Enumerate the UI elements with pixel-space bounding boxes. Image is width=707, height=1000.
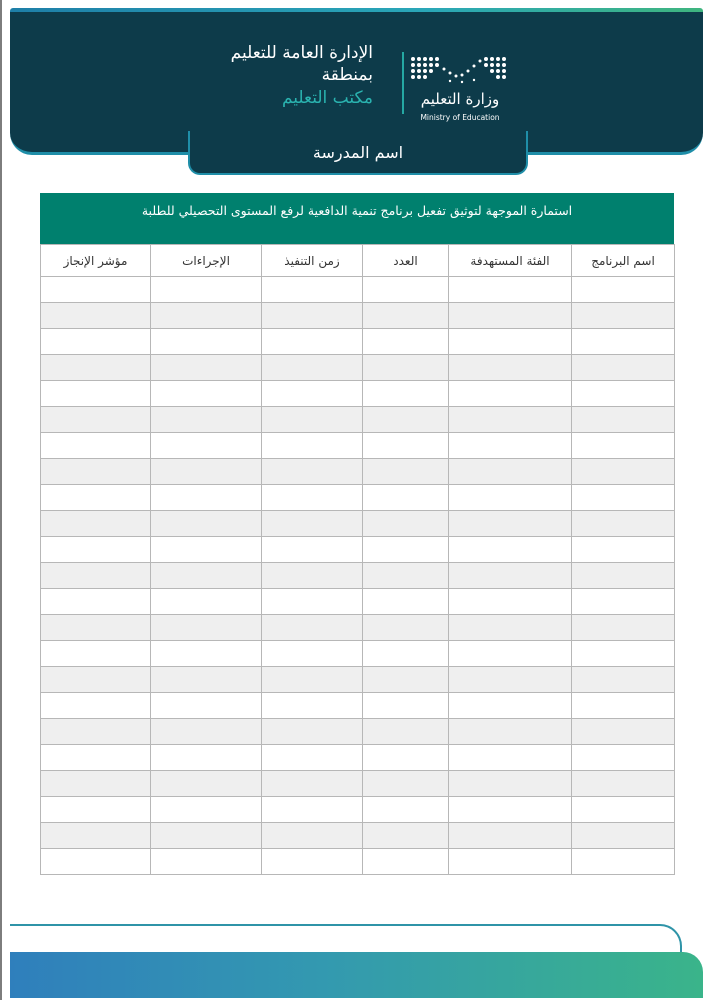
- column-header-execution-time: زمن التنفيذ: [262, 245, 363, 277]
- table-cell[interactable]: [363, 641, 449, 667]
- table-cell[interactable]: [363, 303, 449, 329]
- table-cell[interactable]: [41, 511, 151, 537]
- table-cell[interactable]: [449, 433, 572, 459]
- directorate-title: الإدارة العامة للتعليم: [230, 43, 373, 63]
- form-table-container: [40, 193, 674, 875]
- education-office-label: مكتب التعليم: [281, 88, 373, 108]
- table-cell[interactable]: [449, 849, 572, 875]
- table-cell[interactable]: [363, 563, 449, 589]
- table-cell[interactable]: [41, 485, 151, 511]
- table-cell[interactable]: [363, 615, 449, 641]
- table-cell[interactable]: [41, 459, 151, 485]
- table-cell[interactable]: [41, 355, 151, 381]
- table-cell[interactable]: [41, 407, 151, 433]
- column-header-procedures: الإجراءات: [151, 245, 262, 277]
- table-cell[interactable]: [262, 459, 363, 485]
- table-row: [41, 745, 675, 771]
- table-row: [41, 355, 675, 381]
- table-cell[interactable]: [41, 537, 151, 563]
- table-cell[interactable]: [572, 589, 675, 615]
- logo-english-text: Ministry of Education: [420, 113, 500, 122]
- table-cell[interactable]: [449, 719, 572, 745]
- table-cell[interactable]: [262, 641, 363, 667]
- table-cell[interactable]: [41, 641, 151, 667]
- table-cell[interactable]: [41, 277, 151, 303]
- table-row: [41, 719, 675, 745]
- table-cell[interactable]: [41, 433, 151, 459]
- table-row: [41, 303, 675, 329]
- table-cell[interactable]: [572, 667, 675, 693]
- table-cell[interactable]: [449, 823, 572, 849]
- table-cell[interactable]: [262, 355, 363, 381]
- table-cell[interactable]: [151, 303, 262, 329]
- table-cell[interactable]: [363, 329, 449, 355]
- table-cell[interactable]: [262, 615, 363, 641]
- table-cell[interactable]: [262, 771, 363, 797]
- table-cell[interactable]: [151, 433, 262, 459]
- table-cell[interactable]: [151, 745, 262, 771]
- table-row: [41, 667, 675, 693]
- table-cell[interactable]: [151, 459, 262, 485]
- table-row: [41, 485, 675, 511]
- table-cell[interactable]: [363, 797, 449, 823]
- table-cell[interactable]: [363, 381, 449, 407]
- table-cell[interactable]: [41, 745, 151, 771]
- table-cell[interactable]: [151, 719, 262, 745]
- table-cell[interactable]: [41, 381, 151, 407]
- table-cell[interactable]: [572, 407, 675, 433]
- table-cell[interactable]: [363, 745, 449, 771]
- table-cell[interactable]: [572, 277, 675, 303]
- table-cell[interactable]: [363, 771, 449, 797]
- table-cell[interactable]: [262, 797, 363, 823]
- table-row: [41, 693, 675, 719]
- form-table-body: [41, 277, 675, 875]
- table-row: [41, 849, 675, 875]
- table-cell[interactable]: [151, 355, 262, 381]
- table-row: [41, 615, 675, 641]
- page-left-border: [0, 0, 2, 1000]
- table-cell[interactable]: [151, 563, 262, 589]
- table-cell[interactable]: [151, 511, 262, 537]
- footer-accent-line: [10, 924, 682, 954]
- table-cell[interactable]: [41, 329, 151, 355]
- table-cell[interactable]: [262, 745, 363, 771]
- table-row: [41, 277, 675, 303]
- table-cell[interactable]: [41, 589, 151, 615]
- table-cell[interactable]: [262, 563, 363, 589]
- table-cell[interactable]: [151, 407, 262, 433]
- table-cell[interactable]: [363, 719, 449, 745]
- table-cell[interactable]: [262, 849, 363, 875]
- logo-dots-icon: [410, 56, 506, 86]
- table-cell[interactable]: [572, 537, 675, 563]
- table-row: [41, 641, 675, 667]
- table-cell[interactable]: [363, 849, 449, 875]
- table-cell[interactable]: [262, 485, 363, 511]
- table-cell[interactable]: [262, 329, 363, 355]
- table-cell[interactable]: [449, 459, 572, 485]
- table-row: [41, 407, 675, 433]
- table-cell[interactable]: [449, 329, 572, 355]
- table-cell[interactable]: [363, 407, 449, 433]
- table-cell[interactable]: [572, 355, 675, 381]
- table-cell[interactable]: [262, 407, 363, 433]
- table-cell[interactable]: [572, 719, 675, 745]
- column-header-target-group: الفئة المستهدفة: [449, 245, 572, 277]
- table-cell[interactable]: [41, 823, 151, 849]
- column-header-program-name: اسم البرنامج: [572, 245, 675, 277]
- table-cell[interactable]: [151, 667, 262, 693]
- table-cell[interactable]: [41, 563, 151, 589]
- table-cell[interactable]: [262, 589, 363, 615]
- table-row: [41, 329, 675, 355]
- column-header-achievement-indicator: مؤشر الإنجاز: [41, 245, 151, 277]
- table-cell[interactable]: [151, 615, 262, 641]
- header-divider: [402, 52, 404, 114]
- table-cell[interactable]: [41, 719, 151, 745]
- table-cell[interactable]: [449, 407, 572, 433]
- table-cell[interactable]: [572, 693, 675, 719]
- table-cell[interactable]: [449, 641, 572, 667]
- table-cell[interactable]: [151, 329, 262, 355]
- table-cell[interactable]: [572, 511, 675, 537]
- table-cell[interactable]: [363, 667, 449, 693]
- table-cell[interactable]: [41, 771, 151, 797]
- table-cell[interactable]: [262, 511, 363, 537]
- table-row: [41, 433, 675, 459]
- table-cell[interactable]: [449, 381, 572, 407]
- table-cell[interactable]: [449, 693, 572, 719]
- logo-arabic-text: وزارة التعليم: [420, 90, 500, 108]
- table-cell[interactable]: [41, 615, 151, 641]
- table-cell[interactable]: [151, 277, 262, 303]
- table-cell[interactable]: [151, 485, 262, 511]
- table-cell[interactable]: [572, 641, 675, 667]
- table-cell[interactable]: [572, 745, 675, 771]
- table-cell[interactable]: [449, 615, 572, 641]
- table-cell[interactable]: [151, 797, 262, 823]
- table-cell[interactable]: [363, 589, 449, 615]
- table-cell[interactable]: [151, 641, 262, 667]
- table-cell[interactable]: [449, 537, 572, 563]
- table-cell[interactable]: [572, 329, 675, 355]
- table-cell[interactable]: [262, 433, 363, 459]
- table-cell[interactable]: [151, 849, 262, 875]
- table-row: [41, 823, 675, 849]
- table-row: [41, 771, 675, 797]
- table-cell[interactable]: [449, 745, 572, 771]
- footer-band: [10, 952, 703, 998]
- table-row: [41, 797, 675, 823]
- table-cell[interactable]: [363, 511, 449, 537]
- form-title: استمارة الموجهة لتوثيق تفعيل برنامج تنمية الدافعية لرفع المستوى التحصيلي للطلبة: [40, 193, 674, 244]
- table-row: [41, 563, 675, 589]
- table-cell[interactable]: [262, 667, 363, 693]
- table-cell[interactable]: [449, 303, 572, 329]
- table-cell[interactable]: [449, 277, 572, 303]
- table-cell[interactable]: [572, 303, 675, 329]
- table-cell[interactable]: [363, 433, 449, 459]
- table-cell[interactable]: [262, 537, 363, 563]
- school-name-tab: اسم المدرسة: [188, 131, 528, 175]
- table-cell[interactable]: [41, 849, 151, 875]
- table-cell[interactable]: [572, 459, 675, 485]
- table-row: [41, 381, 675, 407]
- table-cell[interactable]: [363, 355, 449, 381]
- table-cell[interactable]: [262, 381, 363, 407]
- table-row: [41, 589, 675, 615]
- table-cell[interactable]: [449, 355, 572, 381]
- table-cell[interactable]: [262, 303, 363, 329]
- table-cell[interactable]: [572, 433, 675, 459]
- table-cell[interactable]: [41, 797, 151, 823]
- table-cell[interactable]: [572, 485, 675, 511]
- table-cell[interactable]: [151, 823, 262, 849]
- table-cell[interactable]: [151, 693, 262, 719]
- table-cell[interactable]: [572, 823, 675, 849]
- table-cell[interactable]: [363, 459, 449, 485]
- table-cell[interactable]: [449, 563, 572, 589]
- header-text-block: [231, 42, 373, 110]
- table-cell[interactable]: [363, 277, 449, 303]
- table-cell[interactable]: [572, 563, 675, 589]
- table-cell[interactable]: [262, 277, 363, 303]
- table-cell[interactable]: [151, 381, 262, 407]
- table-cell[interactable]: [449, 667, 572, 693]
- table-cell[interactable]: [572, 797, 675, 823]
- table-cell[interactable]: [449, 797, 572, 823]
- table-row: [41, 459, 675, 485]
- table-cell[interactable]: [151, 771, 262, 797]
- table-cell[interactable]: [41, 693, 151, 719]
- column-header-count: العدد: [363, 245, 449, 277]
- region-label: بمنطقة: [321, 65, 373, 85]
- table-cell[interactable]: [572, 849, 675, 875]
- table-cell[interactable]: [41, 303, 151, 329]
- table-cell[interactable]: [449, 511, 572, 537]
- table-cell[interactable]: [449, 485, 572, 511]
- table-cell[interactable]: [572, 615, 675, 641]
- table-header-row: [41, 245, 675, 277]
- table-cell[interactable]: [363, 485, 449, 511]
- table-cell[interactable]: [572, 771, 675, 797]
- table-cell[interactable]: [449, 589, 572, 615]
- table-cell[interactable]: [151, 589, 262, 615]
- table-cell[interactable]: [151, 537, 262, 563]
- table-cell[interactable]: [363, 537, 449, 563]
- table-row: [41, 511, 675, 537]
- table-cell[interactable]: [363, 823, 449, 849]
- table-cell[interactable]: [363, 693, 449, 719]
- form-table: [40, 244, 675, 875]
- table-cell[interactable]: [449, 771, 572, 797]
- table-cell[interactable]: [262, 693, 363, 719]
- table-cell[interactable]: [41, 667, 151, 693]
- table-row: [41, 537, 675, 563]
- ministry-logo: [408, 46, 518, 126]
- table-cell[interactable]: [262, 719, 363, 745]
- table-cell[interactable]: [572, 381, 675, 407]
- table-cell[interactable]: [262, 823, 363, 849]
